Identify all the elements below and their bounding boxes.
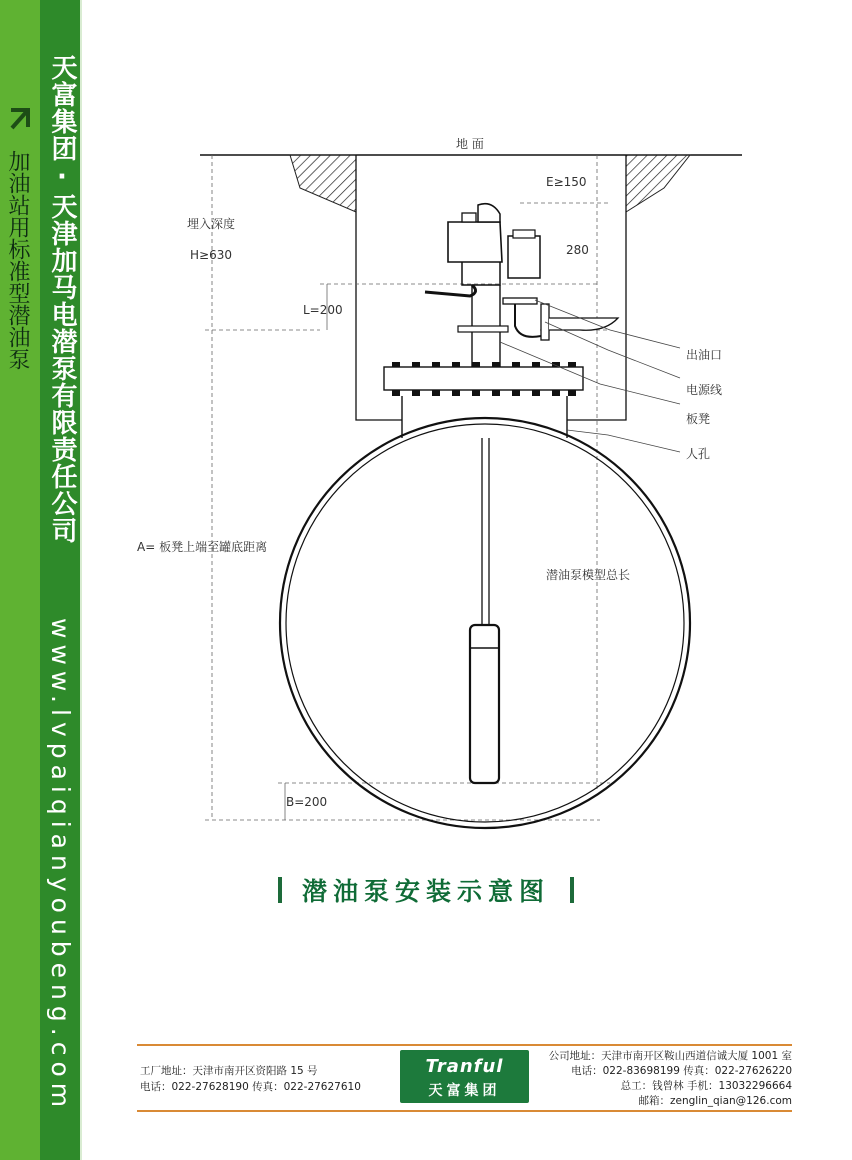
company-address: 公司地址：天津市南开区鞍山西道信诚大厦 1001 室	[548, 1050, 792, 1062]
e-dimension: E≥150	[546, 175, 587, 189]
ground-label: 地 面	[456, 137, 484, 151]
logo-cn: 天富集团	[428, 1083, 501, 1099]
footer-rule-top	[137, 1044, 792, 1046]
burial-depth-label: 埋入深度	[187, 217, 236, 231]
dim-280: 280	[566, 243, 589, 257]
chief-engineer: 总工：钱曾林 手机：13032296664	[620, 1080, 792, 1092]
company-name: 天富集团·天津加马电潜泵有限责任公司	[47, 54, 77, 544]
l-dimension: L=200	[303, 303, 343, 317]
caption-text: 潜油泵安装示意图	[301, 877, 550, 906]
pump-head	[448, 222, 502, 262]
soil-hatch-right	[626, 155, 690, 212]
diagram-caption	[0, 872, 852, 908]
sidebar-title: 加油站用标准型潜油泵	[5, 150, 30, 370]
bench-label: 板凳	[686, 412, 711, 426]
outlet-label: 出油口	[686, 348, 723, 362]
power-line-label: 电源线	[686, 383, 723, 397]
website-link[interactable]: www.lvpaiqianyoubeng.com	[46, 618, 75, 1114]
manhole-label: 人孔	[686, 447, 711, 461]
email[interactable]: 邮箱：zenglin_qian@126.com	[638, 1095, 792, 1107]
soil-hatch-left	[290, 155, 356, 212]
bench-flange	[384, 367, 583, 390]
pump-length-label: 潜油泵模型总长	[546, 568, 631, 582]
motor-box	[508, 236, 540, 278]
footer-rule-bottom	[137, 1110, 792, 1112]
logo-en: Tranful	[425, 1056, 504, 1077]
company-phone: 电话：022-83698199 传真：022-27626220	[571, 1065, 792, 1077]
b-dimension: B=200	[286, 795, 328, 809]
a-dimension: A= 板凳上端至罐底距离	[137, 540, 268, 554]
h-dimension: H≥630	[190, 248, 232, 262]
tranful-logo	[400, 1050, 529, 1103]
factory-phone: 电话：022-27628190 传真：022-27627610	[140, 1081, 361, 1093]
factory-address: 工厂地址：天津市南开区资阳路 15 号	[140, 1065, 318, 1077]
